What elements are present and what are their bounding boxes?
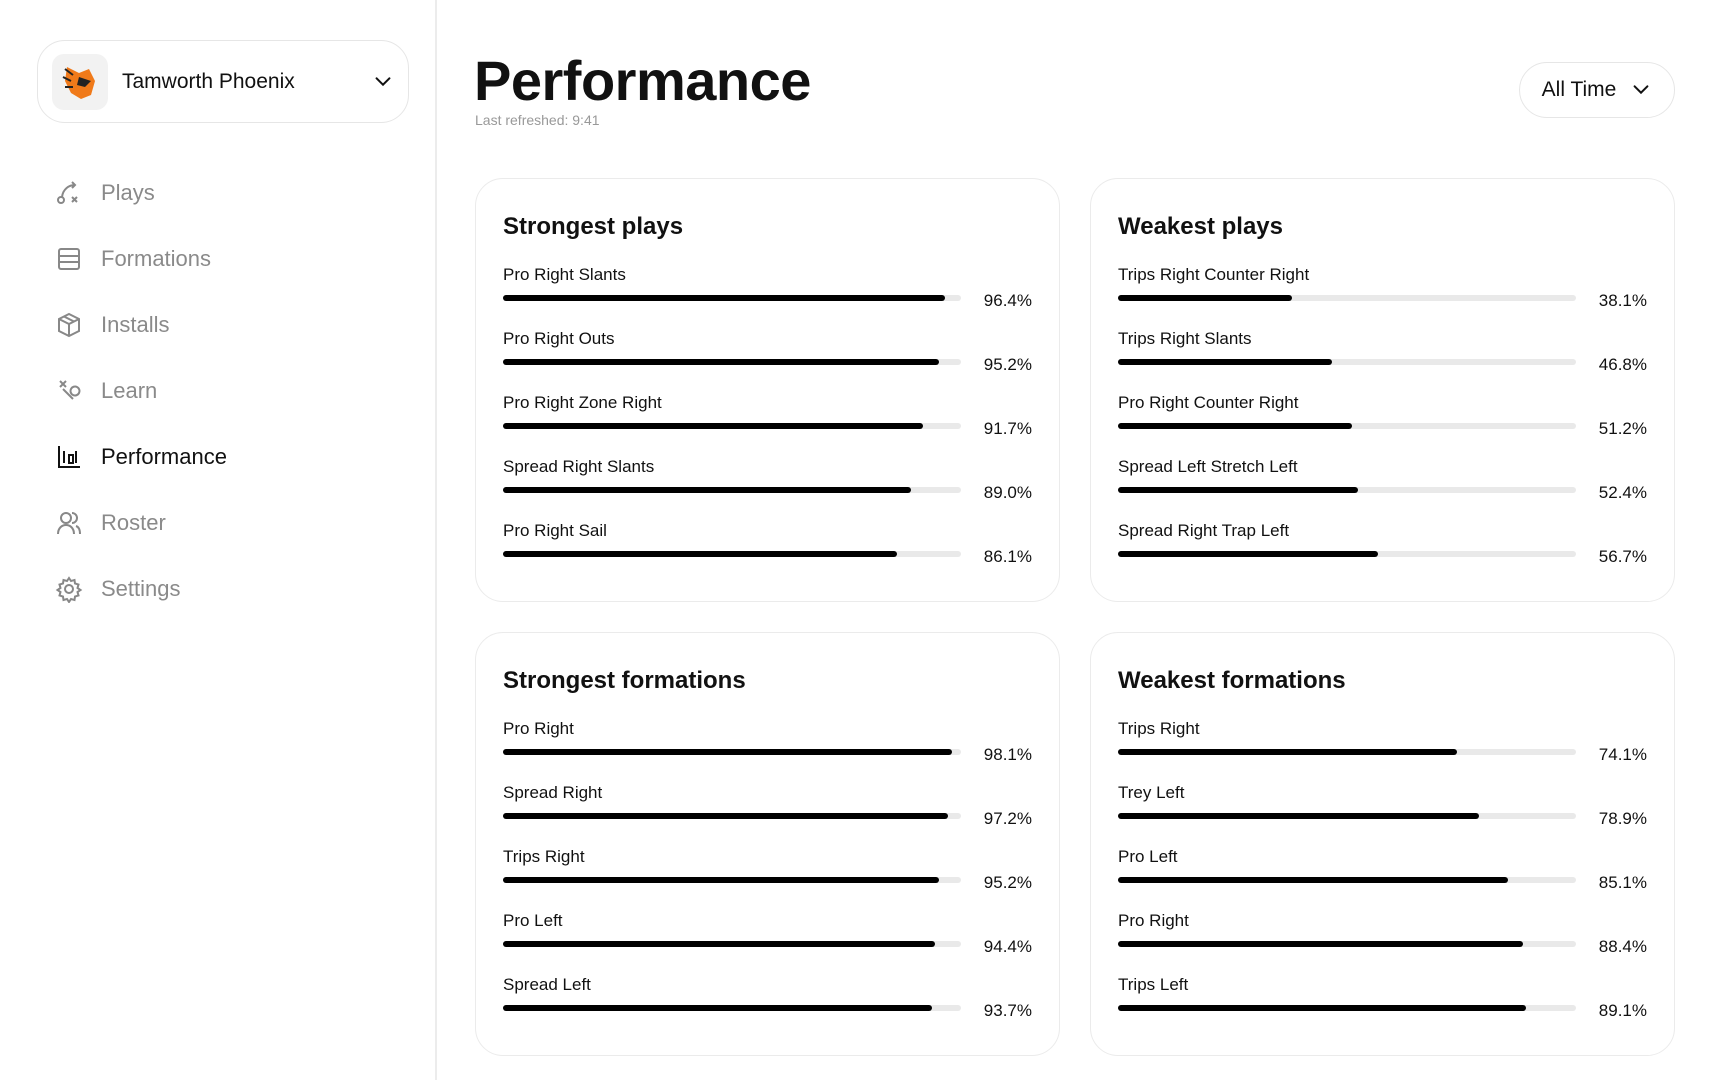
stat-label: Spread Right Trap Left [1118,521,1290,540]
weakest-plays-card [1090,178,1675,602]
stat-row [503,975,1032,1039]
stat-percent: 89.1% [1598,1001,1647,1020]
sidebar-item-label: Learn [101,378,158,403]
users-icon [55,509,83,537]
sidebar [0,0,437,1080]
progress-track [1118,487,1576,493]
stat-percent: 89.0% [983,483,1032,502]
stat-label: Pro Right Counter Right [1118,393,1299,412]
progress-fill [1118,877,1508,883]
progress-fill [1118,423,1352,429]
strongest-formations-card [475,632,1060,1056]
progress-track [1118,877,1576,883]
stat-label: Pro Right Zone Right [503,393,662,412]
stat-row [503,521,1032,585]
stat-percent: 95.2% [983,873,1032,892]
progress-track [503,423,961,429]
weakest-formations-card [1090,632,1675,1056]
progress-track [1118,1005,1576,1011]
progress-track [1118,551,1576,557]
sidebar-item-roster[interactable] [55,490,227,556]
stat-row [503,719,1032,783]
stat-label: Trey Left [1118,783,1185,802]
progress-track [1118,423,1576,429]
sidebar-item-label: Installs [101,312,170,337]
card-title: Strongest plays [503,213,684,240]
progress-fill [503,359,939,365]
stat-label: Pro Right Sail [503,521,607,540]
stat-percent: 86.1% [983,547,1032,566]
stat-label: Trips Right [1118,719,1200,738]
stat-percent: 96.4% [983,291,1032,310]
progress-track [503,813,961,819]
stat-percent: 88.4% [1598,937,1647,956]
stat-label: Spread Right Slants [503,457,655,476]
card-title: Weakest formations [1118,667,1346,694]
stat-percent: 93.7% [983,1001,1032,1020]
stat-row [503,911,1032,975]
sidebar-item-installs[interactable] [55,292,227,358]
sidebar-item-plays[interactable] [55,160,227,226]
stat-row [503,393,1032,457]
progress-track [1118,295,1576,301]
progress-fill [503,941,935,947]
progress-fill [503,1005,932,1011]
progress-track [1118,813,1576,819]
progress-track [503,749,961,755]
time-range-select[interactable] [1519,62,1675,118]
stat-label: Trips Left [1118,975,1189,994]
progress-track [503,941,961,947]
progress-track [503,359,961,365]
bar-chart-icon [55,443,83,471]
stat-label: Pro Right [1118,911,1189,930]
stat-row [503,457,1032,521]
stat-percent: 74.1% [1598,745,1647,764]
learn-icon [55,377,83,405]
stat-percent: 51.2% [1598,419,1647,438]
time-range-label: All Time [1541,78,1617,101]
progress-fill [503,877,939,883]
stat-row [1118,975,1647,1039]
progress-track [503,295,961,301]
team-switcher[interactable] [37,40,409,123]
progress-fill [1118,1005,1526,1011]
progress-fill [1118,813,1479,819]
stat-label: Spread Left [503,975,591,994]
stat-percent: 98.1% [983,745,1032,764]
stat-percent: 97.2% [983,809,1032,828]
stat-label: Pro Left [503,911,563,930]
last-refreshed: Last refreshed: 9:41 [475,112,600,128]
progress-track [503,877,961,883]
progress-track [503,1005,961,1011]
team-name: Tamworth Phoenix [122,69,295,93]
stat-label: Spread Left Stretch Left [1118,457,1298,476]
stat-percent: 38.1% [1598,291,1647,310]
progress-fill [503,423,923,429]
formations-icon [55,245,83,273]
stat-row [1118,265,1647,329]
stat-percent: 85.1% [1598,873,1647,892]
box-icon [55,311,83,339]
stat-label: Pro Right Slants [503,265,626,284]
sidebar-item-performance[interactable] [55,424,227,490]
stat-row [503,265,1032,329]
progress-fill [503,295,945,301]
sidebar-item-label: Plays [101,180,155,205]
progress-track [1118,941,1576,947]
progress-track [1118,359,1576,365]
stat-percent: 95.2% [983,355,1032,374]
progress-track [1118,749,1576,755]
stat-row [1118,783,1647,847]
progress-fill [503,813,948,819]
stat-row [503,329,1032,393]
stat-label: Pro Left [1118,847,1178,866]
sidebar-item-label: Roster [101,510,166,535]
strongest-plays-card [475,178,1060,602]
stat-row [1118,521,1647,585]
play-route-icon [55,179,83,207]
stat-row [1118,847,1647,911]
stat-label: Trips Right Counter Right [1118,265,1310,284]
stat-percent: 78.9% [1598,809,1647,828]
progress-fill [1118,487,1358,493]
progress-fill [503,551,897,557]
gear-icon [55,575,83,603]
progress-fill [503,487,911,493]
sidebar-item-label: Performance [101,444,227,469]
progress-fill [503,749,952,755]
chevron-down-icon [1630,79,1652,101]
stat-label: Pro Right Outs [503,329,615,348]
card-title: Strongest formations [503,667,746,694]
stat-label: Spread Right [503,783,603,802]
sidebar-item-label: Formations [101,246,212,271]
chevron-down-icon [372,71,394,93]
sidebar-item-settings[interactable] [55,556,227,622]
stat-percent: 94.4% [983,937,1032,956]
sidebar-item-learn[interactable] [55,358,227,424]
progress-fill [1118,551,1378,557]
stat-row [1118,393,1647,457]
stat-percent: 91.7% [983,419,1032,438]
progress-fill [1118,359,1332,365]
progress-fill [1118,941,1523,947]
stat-row [503,783,1032,847]
progress-track [503,551,961,557]
sidebar-nav [55,160,227,622]
stat-label: Trips Right Slants [1118,329,1252,348]
progress-fill [1118,749,1457,755]
sidebar-item-label: Settings [101,576,181,601]
stat-percent: 46.8% [1598,355,1647,374]
card-title: Weakest plays [1118,213,1283,240]
team-logo [52,54,108,110]
progress-track [503,487,961,493]
stat-row [1118,329,1647,393]
progress-fill [1118,295,1292,301]
stat-percent: 56.7% [1598,547,1647,566]
stat-percent: 52.4% [1598,483,1647,502]
stat-row [1118,457,1647,521]
stat-row [503,847,1032,911]
stat-label: Trips Right [503,847,585,866]
stat-row [1118,911,1647,975]
stat-label: Pro Right [503,719,574,738]
sidebar-item-formations[interactable] [55,226,227,292]
page-title: Performance [474,49,811,112]
stat-row [1118,719,1647,783]
